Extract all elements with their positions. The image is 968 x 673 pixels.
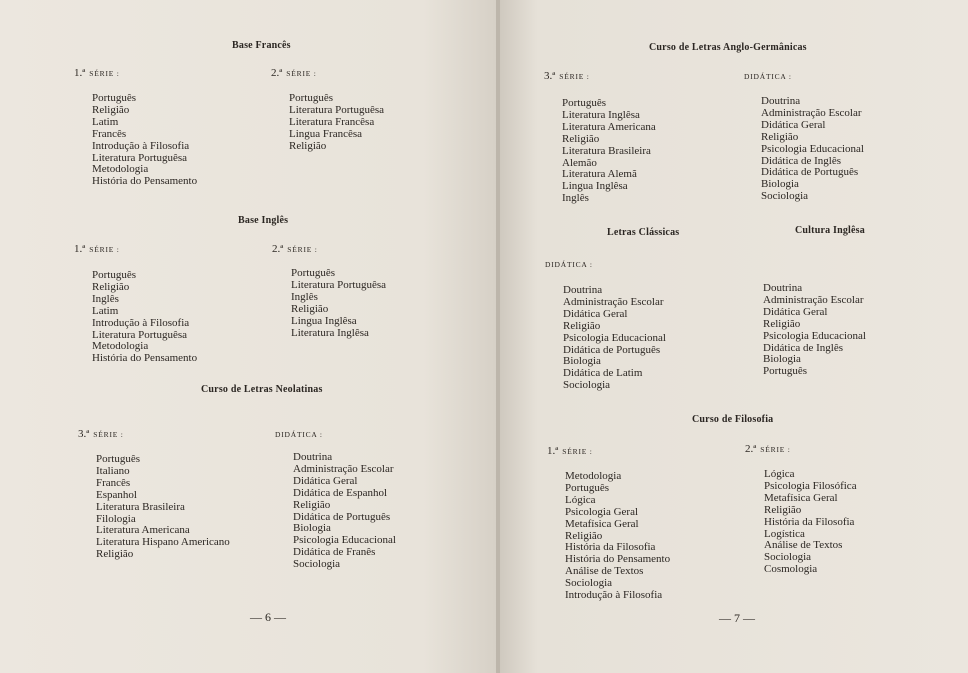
subject-item: Administração Escolar: [293, 462, 394, 475]
subject-item: Italiano: [96, 464, 130, 477]
serie-number: 2.ª: [745, 443, 757, 455]
serie-heading: [745, 443, 791, 455]
subject-item: Religião: [562, 132, 600, 145]
section-title-base-frances: Base Francês: [232, 40, 291, 51]
subject-item: Didática de Espanhol: [293, 486, 388, 499]
subject-item: Lógica: [764, 468, 795, 480]
subject-item: Literatura Americana: [562, 120, 656, 133]
subject-item: Biologia: [293, 522, 331, 535]
subject-item: Literatura Alemã: [562, 168, 637, 181]
page-number: — 6 —: [250, 610, 286, 624]
subject-item: Didática de Inglês: [763, 341, 844, 354]
subject-item: Metodologia: [92, 340, 149, 353]
serie-heading: [271, 67, 317, 79]
serie-label: SÉRIE :: [89, 69, 120, 78]
serie-number: 1.ª: [74, 67, 86, 79]
subject-item: Lingua Inglêsa: [291, 314, 357, 327]
subject-item: Religião: [293, 498, 331, 511]
section-title-neolatinas: Curso de Letras Neolatinas: [201, 384, 323, 395]
subject-item: Português: [763, 365, 807, 378]
subject-item: História do Pensamento: [92, 352, 198, 365]
section-title-cultura-inglesa: Cultura Inglêsa: [795, 225, 865, 236]
subject-item: Introdução à Filosofia: [92, 316, 190, 329]
subject-item: Literatura Portuguêsa: [289, 103, 384, 116]
serie-label: SÉRIE :: [559, 72, 590, 81]
subject-list: [562, 98, 656, 205]
subject-item: Psicologia Educacional: [763, 329, 866, 342]
subject-item: Francês: [96, 476, 131, 489]
subject-item: Religião: [761, 130, 799, 143]
subject-item: Espanhol: [96, 488, 137, 501]
subject-list: [761, 96, 864, 203]
serie-number: 3.ª: [544, 70, 556, 82]
subject-list: [92, 93, 197, 188]
subject-item: Inglês: [92, 292, 119, 305]
serie-heading: [272, 243, 318, 255]
subject-item: Sociologia: [563, 379, 611, 392]
subject-item: Introdução à Filosofia: [565, 589, 663, 602]
subject-list: [293, 452, 396, 571]
subject-item: Logística: [764, 527, 805, 540]
subject-item: Lingua Inglêsa: [562, 180, 628, 193]
subject-item: Religião: [565, 529, 603, 542]
subject-item: Psicologia Educacional: [563, 331, 666, 344]
serie-heading: [544, 70, 590, 82]
didatica-label: DIDÁTICA :: [545, 260, 593, 269]
subject-item: Português: [562, 97, 606, 109]
subject-item: Literatura Inglêsa: [562, 108, 640, 121]
subject-item: Latim: [92, 304, 119, 317]
didatica-heading: [744, 70, 792, 82]
subject-item: Biologia: [763, 353, 801, 366]
subject-item: Psicologia Geral: [565, 505, 639, 518]
serie-label: SÉRIE :: [562, 447, 593, 456]
serie-heading: [78, 428, 124, 440]
subject-list: [289, 93, 384, 153]
subject-item: Doutrina: [293, 451, 333, 463]
subject-item: Cosmologia: [764, 563, 818, 576]
section-title-base-ingles: Base Inglês: [238, 215, 289, 226]
subject-item: Literatura Brasileira: [96, 500, 185, 513]
serie-number: 2.ª: [272, 243, 284, 255]
subject-item: Francês: [92, 127, 127, 140]
subject-item: Religião: [92, 103, 130, 116]
subject-list: [764, 469, 857, 576]
subject-item: Sociologia: [293, 558, 341, 571]
subject-item: Religião: [563, 319, 601, 332]
subject-item: Literatura Inglêsa: [291, 326, 369, 339]
didatica-heading: [545, 258, 593, 270]
subject-item: Introdução à Filosofia: [92, 139, 190, 152]
serie-heading: [547, 445, 593, 457]
subject-item: Metafísica Geral: [764, 491, 838, 504]
subject-item: Didática de Inglês: [761, 154, 842, 167]
subject-item: Doutrina: [563, 284, 603, 296]
subject-item: Inglês: [291, 290, 318, 303]
section-title-letras-classicas: Letras Clássicas: [607, 227, 680, 238]
subject-item: História da Filosofia: [565, 541, 656, 554]
serie-number: 2.ª: [271, 67, 283, 79]
subject-item: Literatura Hispano Americano: [96, 536, 230, 549]
subject-item: Metodologia: [565, 470, 622, 482]
subject-item: Administração Escolar: [761, 106, 862, 119]
serie-label: SÉRIE :: [89, 245, 120, 254]
subject-item: Literatura Francêsa: [289, 115, 375, 128]
subject-item: Religião: [96, 548, 134, 561]
subject-item: Literatura Portuguêsa: [92, 151, 187, 164]
subject-item: Religião: [291, 302, 329, 315]
subject-item: Didática de Português: [563, 343, 661, 356]
subject-item: Lógica: [565, 493, 596, 506]
subject-item: Administração Escolar: [563, 295, 664, 308]
subject-item: Sociologia: [565, 577, 613, 590]
subject-item: Didática de Português: [293, 510, 391, 523]
subject-item: História da Filosofia: [764, 515, 855, 528]
subject-item: Doutrina: [761, 95, 801, 107]
subject-item: Sociologia: [761, 190, 809, 203]
serie-label: SÉRIE :: [286, 69, 317, 78]
serie-number: 1.ª: [547, 445, 559, 457]
subject-list: [763, 283, 866, 378]
subject-item: Sociologia: [764, 551, 812, 564]
subject-list: [92, 270, 197, 365]
subject-item: Didática de Português: [761, 166, 859, 179]
serie-heading: [74, 67, 120, 79]
didatica-label: DIDÁTICA :: [275, 430, 323, 439]
serie-label: SÉRIE :: [93, 430, 124, 439]
subject-item: Religião: [289, 139, 327, 152]
subject-item: Literatura Portuguêsa: [291, 278, 386, 291]
subject-item: Doutrina: [763, 282, 803, 294]
subject-item: Psicologia Educacional: [761, 142, 864, 155]
subject-list: [291, 268, 386, 339]
subject-item: Metodologia: [92, 163, 149, 176]
serie-number: 1.ª: [74, 243, 86, 255]
subject-item: Didática Geral: [763, 305, 828, 318]
subject-item: Português: [92, 92, 136, 104]
section-title-filosofia: Curso de Filosofia: [692, 414, 774, 425]
subject-item: Filologia: [96, 512, 136, 525]
subject-item: Administração Escolar: [763, 293, 864, 306]
subject-item: Religião: [764, 503, 802, 516]
subject-list: [96, 454, 230, 561]
subject-item: Psicologia Educacional: [293, 534, 396, 547]
didatica-heading: [275, 428, 323, 440]
subject-item: Biologia: [563, 355, 601, 368]
subject-item: Religião: [763, 317, 801, 330]
page-number: — 7 —: [719, 611, 755, 625]
subject-item: Psicologia Filosófica: [764, 479, 857, 492]
subject-list: [563, 285, 666, 392]
subject-item: Literatura Brasileira: [562, 144, 651, 157]
subject-item: Português: [291, 267, 335, 279]
subject-item: História do Pensamento: [565, 553, 671, 566]
subject-item: Didática Geral: [563, 307, 628, 320]
subject-item: Biologia: [761, 178, 799, 191]
subject-item: História do Pensamento: [92, 175, 198, 188]
subject-item: Alemão: [562, 156, 597, 169]
serie-label: SÉRIE :: [760, 445, 791, 454]
subject-item: Lingua Francêsa: [289, 127, 362, 140]
subject-item: Literatura Portuguêsa: [92, 328, 187, 341]
subject-item: Literatura Americana: [96, 524, 190, 537]
didatica-label: DIDÁTICA :: [744, 72, 792, 81]
section-title-anglo-germanicas: Curso de Letras Anglo-Germânicas: [649, 42, 807, 53]
serie-number: 3.ª: [78, 428, 90, 440]
subject-item: Didática de Franês: [293, 546, 376, 559]
serie-label: SÉRIE :: [287, 245, 318, 254]
subject-item: Inglês: [562, 192, 589, 205]
subject-item: Análise de Textos: [764, 539, 843, 552]
serie-heading: [74, 243, 120, 255]
right-page: [500, 0, 968, 673]
subject-item: Português: [92, 269, 136, 281]
subject-item: Português: [96, 453, 140, 465]
subject-item: Português: [565, 481, 609, 494]
subject-item: Português: [289, 92, 333, 104]
subject-item: Metafísica Geral: [565, 517, 639, 530]
subject-item: Análise de Textos: [565, 565, 644, 578]
subject-list: [565, 471, 670, 602]
subject-item: Didática Geral: [761, 118, 826, 131]
subject-item: Didática de Latim: [563, 367, 643, 380]
subject-item: Latim: [92, 115, 119, 128]
subject-item: Didática Geral: [293, 474, 358, 487]
subject-item: Religião: [92, 280, 130, 293]
